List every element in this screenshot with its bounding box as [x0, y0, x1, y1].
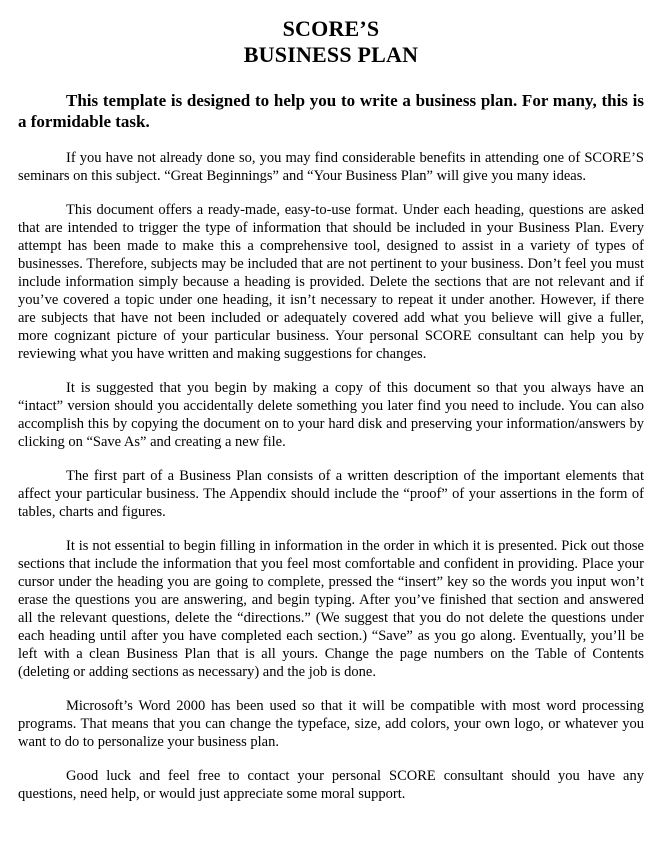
- intro-paragraph: This template is designed to help you to write a business plan. For many, this is a formidable task.: [18, 91, 644, 131]
- paragraph-first-part: The first part of a Business Plan consists of a written description of the important elements that affect your particular business. The Appendix should include the “proof” of your assertions in the form of tables, charts and figures.: [18, 468, 644, 520]
- title-line-2: BUSINESS PLAN: [243, 42, 419, 67]
- paragraph-copy: It is suggested that you begin by making a copy of this document so that you always have an “intact” version should you accidentally delete something you later find you need to include. You can also accomplish this by copying the document on to your hard disk and preserving your information/answers by clicking on “Save As” and creating a new file.: [18, 380, 644, 450]
- paragraph-format: This document offers a ready-made, easy-to-use format. Under each heading, questions are asked that are intended to trigger the type of information that should be included in your Business Plan. Every attempt has been made to make this a comprehensive tool, designed to assist in a variety of types of businesses. Therefore, subjects may be included that are not pertinent to your business. Don’t feel you must include information simply because a heading is provided. Delete the sections that are not relevant and if you’ve covered a topic under one heading, it isn’t necessary to repeat it under another. However, if there are subjects that have not been included or adequately covered add what you believe will give a fuller, more cognizant picture of your particular business. Your personal SCORE consultant can help you by reviewing what you have written and making suggestions for changes.: [18, 202, 644, 362]
- paragraph-good-luck: Good luck and feel free to contact your personal SCORE consultant should you have any questions, need help, or would just appreciate some moral support.: [18, 768, 644, 802]
- paragraph-seminars: If you have not already done so, you may find considerable benefits in attending one of SCORE’S seminars on this subject. “Great Beginnings” and “Your Business Plan” will give you many ideas.: [18, 150, 644, 184]
- paragraph-order: It is not essential to begin filling in information in the order in which it is presented. Pick out those sections that include the information that you feel most comfortable and confident in providing. Place your cursor under the heading you are going to complete, pressed the “insert” key so the words you input won’t erase the questions you are answering, and begin typing. After you’ve finished that section and answered all the relevant questions, delete the “directions.” (We suggest that you do not delete the questions under each heading until after you have completed each section.) “Save” as you go along. Eventually, you’ll be left with a clean Business Plan that is all yours. Change the page numbers on the Table of Contents (deleting or adding sections as necessary) and the job is done.: [18, 538, 644, 680]
- paragraph-word-2000: Microsoft’s Word 2000 has been used so that it will be compatible with most word processing programs. That means that you can change the typeface, size, add colors, your own logo, or whatever you want to do to personalize your business plan.: [18, 698, 644, 750]
- document-title: [18, 16, 644, 68]
- title-line-1: SCORE’S: [282, 16, 380, 41]
